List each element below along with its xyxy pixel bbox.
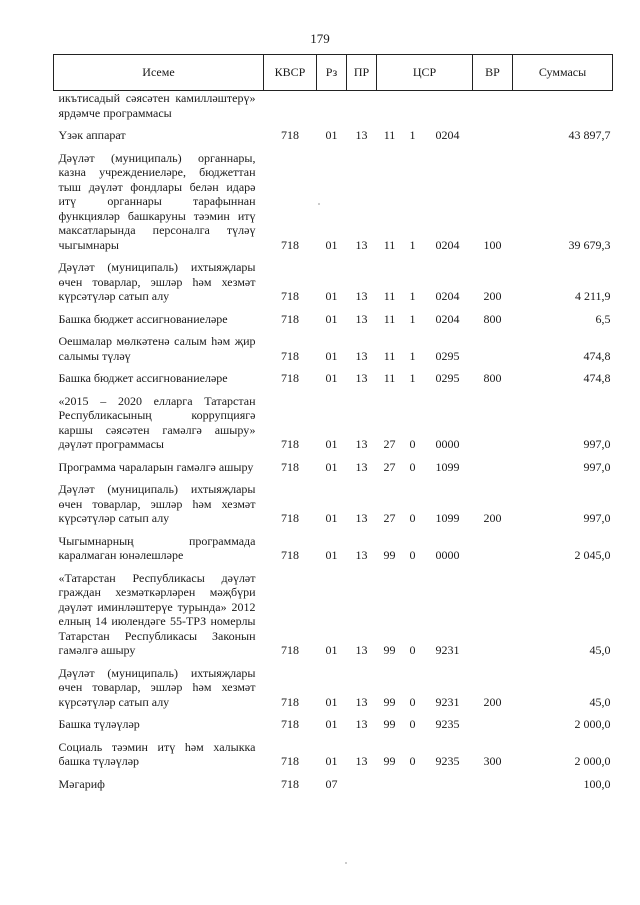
table-row bbox=[54, 386, 613, 452]
row-rz bbox=[317, 91, 347, 121]
table-row bbox=[54, 526, 613, 563]
row-sum: 997,0 bbox=[583, 511, 611, 525]
row-csr-program: 11 bbox=[383, 289, 396, 303]
row-csr-program: 99 bbox=[383, 548, 396, 562]
row-csr-direction bbox=[423, 769, 473, 792]
row-name: Башка бюджет ассигнованиеләре bbox=[58, 311, 228, 326]
header-sum: Суммасы bbox=[513, 55, 613, 91]
row-csr-subprogram: 0 bbox=[409, 643, 416, 657]
row-csr-direction: 1099 bbox=[435, 511, 460, 525]
row-rz: 01 bbox=[325, 754, 338, 768]
row-sum bbox=[513, 91, 613, 121]
row-rz: 01 bbox=[325, 511, 338, 525]
row-name: «2015 – 2020 елларга Татарстан Республикасының коррупциягә каршы сәясәтен гамәлгә ашыру» дәүләт программасы bbox=[58, 393, 256, 451]
row-sum: 474,8 bbox=[583, 348, 611, 363]
row-sum: 997,0 bbox=[583, 459, 611, 474]
row-name: Программа чараларын гамәлгә ашыру bbox=[58, 459, 254, 474]
row-pr: 13 bbox=[355, 511, 368, 525]
row-csr-program: 99 bbox=[383, 643, 396, 657]
header-kvsr: КВСР bbox=[264, 55, 317, 91]
row-vr: 300 bbox=[483, 754, 502, 768]
row-kvsr: 718 bbox=[281, 289, 299, 303]
row-rz: 07 bbox=[325, 776, 338, 791]
table-row bbox=[54, 252, 613, 304]
row-pr: 13 bbox=[355, 128, 368, 142]
row-sum: 2 000,0 bbox=[574, 754, 611, 768]
row-name: Мәгариф bbox=[58, 776, 105, 791]
table-body bbox=[54, 91, 613, 792]
row-csr-subprogram: 1 bbox=[409, 237, 416, 252]
row-pr: 13 bbox=[355, 348, 368, 363]
row-name: Дәүләт (муниципаль) ихтыяҗлары өчен товарлар, эшләр һәм хезмәт күрсәтүләр сатып алу bbox=[58, 260, 256, 303]
row-kvsr: 718 bbox=[281, 717, 299, 731]
row-vr bbox=[473, 386, 513, 452]
table-row bbox=[54, 709, 613, 732]
table-row bbox=[54, 474, 613, 526]
row-pr: 13 bbox=[355, 717, 368, 731]
row-csr-subprogram: 1 bbox=[409, 289, 416, 303]
row-csr-program: 11 bbox=[383, 237, 396, 252]
header-vr: ВР bbox=[473, 55, 513, 91]
row-pr: 13 bbox=[355, 237, 368, 252]
row-rz: 01 bbox=[325, 128, 338, 142]
row-vr bbox=[473, 769, 513, 792]
row-kvsr: 718 bbox=[281, 311, 299, 326]
table-row bbox=[54, 363, 613, 386]
row-csr-subprogram: 0 bbox=[409, 437, 416, 451]
row-csr-program bbox=[377, 91, 403, 121]
row-vr: 200 bbox=[483, 289, 502, 303]
row-csr-subprogram: 0 bbox=[409, 754, 416, 768]
row-csr-direction: 9231 bbox=[435, 694, 460, 709]
row-name: Башка түләүләр bbox=[58, 717, 140, 731]
row-pr: 13 bbox=[355, 548, 368, 562]
row-name: «Татарстан Республикасы дәүләт граждан хезмәткәрләрен мәҗбүри дәүләт иминләштерүе турында» 2012 елның 14 июлендәге 55-ТРЗ номерлы Татарстан Республикасы Законын гамәлгә ашыру bbox=[58, 570, 256, 657]
row-csr-direction: 0000 bbox=[435, 437, 460, 451]
row-csr-direction: 0204 bbox=[435, 311, 460, 326]
row-name: икътисадый сәясәтен камилләштерү» ярдәмче программасы bbox=[58, 91, 256, 120]
row-pr: 13 bbox=[355, 437, 368, 451]
row-csr-program: 27 bbox=[383, 459, 396, 474]
row-rz: 01 bbox=[325, 459, 338, 474]
row-csr-direction: 0295 bbox=[435, 348, 460, 363]
row-kvsr: 718 bbox=[281, 548, 299, 562]
row-csr-direction: 0204 bbox=[435, 289, 460, 303]
row-rz: 01 bbox=[325, 548, 338, 562]
row-vr: 100 bbox=[483, 237, 502, 252]
row-sum: 6,5 bbox=[595, 311, 611, 326]
row-vr: 800 bbox=[483, 371, 502, 385]
table-row bbox=[54, 732, 613, 769]
row-csr-subprogram: 1 bbox=[409, 128, 416, 142]
row-pr: 13 bbox=[355, 643, 368, 657]
row-kvsr: 718 bbox=[281, 776, 299, 791]
row-kvsr: 718 bbox=[281, 348, 299, 363]
row-sum: 997,0 bbox=[583, 437, 611, 451]
row-vr bbox=[473, 120, 513, 143]
row-name: Башка бюджет ассигнованиеләре bbox=[58, 371, 228, 385]
row-pr: 13 bbox=[355, 311, 368, 326]
row-rz: 01 bbox=[325, 348, 338, 363]
row-csr-direction: 0204 bbox=[435, 237, 460, 252]
header-rz: Рз bbox=[317, 55, 347, 91]
row-csr-program: 99 bbox=[383, 717, 396, 731]
row-pr bbox=[347, 769, 377, 792]
row-kvsr: 718 bbox=[281, 754, 299, 768]
row-sum: 2 045,0 bbox=[574, 548, 611, 562]
row-csr-direction: 9231 bbox=[435, 643, 460, 657]
row-csr-direction: 0204 bbox=[435, 128, 460, 142]
scan-speck bbox=[318, 203, 320, 205]
row-kvsr bbox=[264, 91, 317, 121]
budget-table bbox=[53, 54, 613, 791]
row-rz: 01 bbox=[325, 289, 338, 303]
row-csr-subprogram bbox=[403, 91, 423, 121]
row-kvsr: 718 bbox=[281, 511, 299, 525]
header-pr: ПР bbox=[347, 55, 377, 91]
page-number: 179 bbox=[310, 31, 330, 46]
row-name: Оешмалар мөлкәтенә салым һәм җир салымы түләү bbox=[58, 334, 256, 363]
table-row bbox=[54, 120, 613, 143]
table-row bbox=[54, 143, 613, 253]
row-pr: 13 bbox=[355, 754, 368, 768]
table-row bbox=[54, 304, 613, 327]
row-rz: 01 bbox=[325, 694, 338, 709]
table-row bbox=[54, 769, 613, 792]
table-row bbox=[54, 563, 613, 658]
row-sum: 2 000,0 bbox=[574, 717, 611, 731]
row-rz: 01 bbox=[325, 311, 338, 326]
table-row bbox=[54, 91, 613, 121]
row-name: Дәүләт (муниципаль) ихтыяҗлары өчен товарлар, эшләр һәм хезмәт күрсәтүләр сатып алу bbox=[58, 665, 256, 709]
row-csr-program: 11 bbox=[383, 128, 396, 142]
row-kvsr: 718 bbox=[281, 128, 299, 142]
row-kvsr: 718 bbox=[281, 459, 299, 474]
row-pr: 13 bbox=[355, 371, 368, 385]
row-vr bbox=[473, 91, 513, 121]
row-csr-subprogram: 0 bbox=[409, 459, 416, 474]
row-rz: 01 bbox=[325, 437, 338, 451]
row-csr-program bbox=[377, 769, 403, 792]
row-csr-subprogram: 0 bbox=[409, 694, 416, 709]
row-csr-direction: 9235 bbox=[435, 754, 460, 768]
table-row bbox=[54, 452, 613, 475]
row-csr-subprogram: 0 bbox=[409, 717, 416, 731]
header-csr: ЦСР bbox=[377, 55, 473, 91]
row-rz: 01 bbox=[325, 237, 338, 252]
row-csr-program: 99 bbox=[383, 694, 396, 709]
row-pr: 13 bbox=[355, 289, 368, 303]
row-csr-subprogram: 0 bbox=[409, 548, 416, 562]
row-pr: 13 bbox=[355, 694, 368, 709]
row-sum: 45,0 bbox=[589, 643, 611, 657]
row-csr-subprogram bbox=[403, 769, 423, 792]
row-vr bbox=[473, 563, 513, 658]
row-csr-program: 27 bbox=[383, 437, 396, 451]
row-sum: 100,0 bbox=[583, 776, 611, 791]
row-kvsr: 718 bbox=[281, 643, 299, 657]
row-rz: 01 bbox=[325, 643, 338, 657]
row-kvsr: 718 bbox=[281, 694, 299, 709]
row-vr bbox=[473, 526, 513, 563]
table-header-row bbox=[54, 55, 613, 91]
row-csr-subprogram: 0 bbox=[409, 511, 416, 525]
row-vr bbox=[473, 326, 513, 363]
row-csr-program: 27 bbox=[383, 511, 396, 525]
row-name: Социаль тәэмин итү һәм халыкка башка түләүләр bbox=[58, 739, 256, 768]
table-row bbox=[54, 658, 613, 710]
header-name: Исеме bbox=[54, 55, 264, 91]
row-csr-direction: 9235 bbox=[435, 717, 460, 731]
row-csr-direction bbox=[423, 91, 473, 121]
row-vr bbox=[473, 709, 513, 732]
row-vr: 200 bbox=[483, 511, 502, 525]
row-sum: 45,0 bbox=[589, 694, 611, 709]
scan-speck bbox=[345, 862, 347, 864]
row-csr-program: 99 bbox=[383, 754, 396, 768]
row-csr-program: 11 bbox=[383, 348, 396, 363]
row-vr: 800 bbox=[483, 311, 502, 326]
row-pr: 13 bbox=[355, 459, 368, 474]
table-row bbox=[54, 326, 613, 363]
row-csr-subprogram: 1 bbox=[409, 371, 416, 385]
row-pr bbox=[347, 91, 377, 121]
row-csr-subprogram: 1 bbox=[409, 311, 416, 326]
row-csr-direction: 0295 bbox=[435, 371, 460, 385]
row-csr-subprogram: 1 bbox=[409, 348, 416, 363]
row-sum: 43 897,7 bbox=[568, 128, 611, 142]
row-kvsr: 718 bbox=[281, 371, 299, 385]
row-vr bbox=[473, 452, 513, 475]
row-vr: 200 bbox=[483, 694, 502, 709]
row-kvsr: 718 bbox=[281, 437, 299, 451]
row-csr-program: 11 bbox=[383, 371, 396, 385]
row-sum: 474,8 bbox=[583, 371, 611, 385]
row-name: Дәүләт (муниципаль) органнары, казна учреждениеләре, бюджеттан тыш дәүләт фондлары белән идарә итү органнары тарафыннан функцияләр башкаруны тәэмин итү максатларында персоналга түләү чыгымнары bbox=[58, 150, 256, 252]
row-csr-direction: 1099 bbox=[435, 459, 460, 474]
row-kvsr: 718 bbox=[281, 237, 299, 252]
row-name: Үзәк аппарат bbox=[58, 128, 126, 142]
row-sum: 4 211,9 bbox=[574, 289, 611, 303]
row-rz: 01 bbox=[325, 371, 338, 385]
row-name: Чыгымнарның программада каралмаган юнәлешләре bbox=[58, 533, 256, 562]
row-csr-direction: 0000 bbox=[435, 548, 460, 562]
row-name: Дәүләт (муниципаль) ихтыяҗлары өчен товарлар, эшләр һәм хезмәт күрсәтүләр сатып алу bbox=[58, 482, 256, 525]
row-sum: 39 679,3 bbox=[568, 237, 611, 252]
row-csr-program: 11 bbox=[383, 311, 396, 326]
row-rz: 01 bbox=[325, 717, 338, 731]
